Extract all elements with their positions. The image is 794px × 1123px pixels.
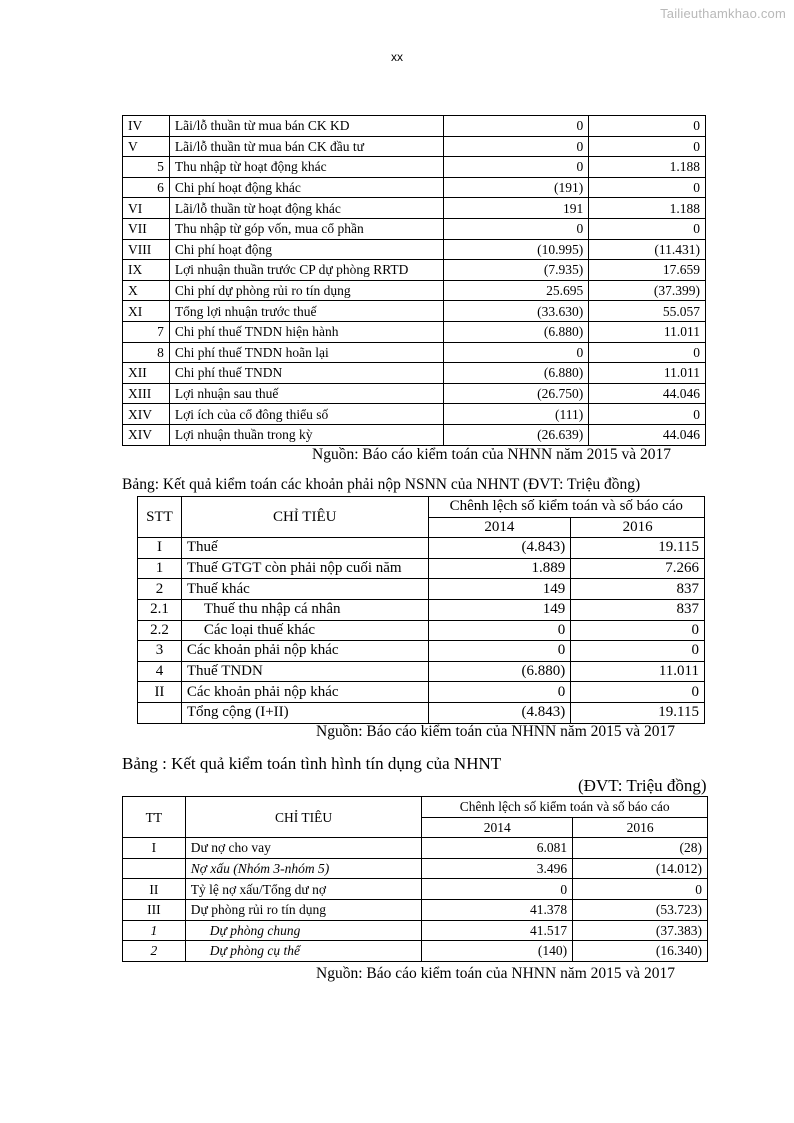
row-stt: 5 <box>123 157 170 178</box>
table-row <box>138 558 705 579</box>
row-stt: XIII <box>123 383 170 404</box>
value-2016: 0 <box>571 641 705 662</box>
header-diff: Chênh lệch số kiểm toán và số báo cáo <box>422 797 708 818</box>
table-row <box>123 363 706 384</box>
table-row <box>138 661 705 682</box>
value-2014: 1.889 <box>428 558 571 579</box>
value-2014: (4.843) <box>428 538 571 559</box>
value-2016: 44.046 <box>589 383 706 404</box>
value-2014: 0 <box>422 879 573 900</box>
table2-source: Nguồn: Báo cáo kiểm toán của NHNN năm 2015 và 2017 <box>316 723 676 740</box>
table-row <box>123 198 706 219</box>
value-2016: 0 <box>589 136 706 157</box>
row-stt: 2 <box>138 579 182 600</box>
value-2014: (33.630) <box>443 301 589 322</box>
income-table <box>122 115 706 446</box>
watermark: Tailieuthamkhao.com <box>660 6 786 21</box>
row-stt: 7 <box>123 321 170 342</box>
table-row <box>123 136 706 157</box>
row-stt: 2.2 <box>138 620 182 641</box>
row-stt: X <box>123 280 170 301</box>
row-stt <box>123 858 186 879</box>
table-row <box>138 579 705 600</box>
value-2016: 19.115 <box>571 538 705 559</box>
value-2014: (10.995) <box>443 239 589 260</box>
row-stt: I <box>123 838 186 859</box>
value-2016: 44.046 <box>589 424 706 445</box>
row-label: Tổng lợi nhuận trước thuế <box>169 301 443 322</box>
value-2016: (37.399) <box>589 280 706 301</box>
value-2016: 11.011 <box>571 661 705 682</box>
row-stt: VI <box>123 198 170 219</box>
row-label: Chi phí hoạt động khác <box>169 177 443 198</box>
value-2016: (53.723) <box>573 899 708 920</box>
row-stt: 4 <box>138 661 182 682</box>
row-stt: III <box>123 899 186 920</box>
row-stt: V <box>123 136 170 157</box>
table-row <box>123 424 706 445</box>
table-row <box>123 383 706 404</box>
row-label: Các loại thuế khác <box>181 620 428 641</box>
header-stt: TT <box>123 797 186 838</box>
row-label: Thuế TNDN <box>181 661 428 682</box>
value-2014: 0 <box>443 218 589 239</box>
value-2014: (6.880) <box>443 363 589 384</box>
table-row <box>138 538 705 559</box>
value-2016: 0 <box>571 620 705 641</box>
header-2016: 2016 <box>571 517 705 538</box>
header-row <box>123 797 708 818</box>
table-row <box>123 838 708 859</box>
value-2016: 1.188 <box>589 157 706 178</box>
table-row <box>123 920 708 941</box>
row-stt: 6 <box>123 177 170 198</box>
value-2016: 11.011 <box>589 363 706 384</box>
row-stt: IX <box>123 260 170 281</box>
value-2014: 0 <box>428 620 571 641</box>
table-row <box>123 218 706 239</box>
header-row <box>138 497 705 518</box>
table-row <box>138 641 705 662</box>
row-stt: VII <box>123 218 170 239</box>
row-stt: 2.1 <box>138 599 182 620</box>
row-label: Tỷ lệ nợ xấu/Tổng dư nợ <box>185 879 422 900</box>
table2-caption: Bảng: Kết quả kiểm toán các khoản phải nộp NSNN của NHNT (ĐVT: Triệu đồng) <box>122 476 641 493</box>
row-label: Dự phòng rủi ro tín dụng <box>185 899 422 920</box>
row-label: Dư nợ cho vay <box>185 838 422 859</box>
row-label: Thu nhập từ góp vốn, mua cổ phần <box>169 218 443 239</box>
value-2016: 7.266 <box>571 558 705 579</box>
row-label: Chi phí dự phòng rủi ro tín dụng <box>169 280 443 301</box>
header-2014: 2014 <box>422 817 573 838</box>
row-stt: XIV <box>123 424 170 445</box>
table-row <box>138 620 705 641</box>
table-row <box>123 404 706 425</box>
value-2016: 11.011 <box>589 321 706 342</box>
row-label: Lãi/lỗ thuần từ hoạt động khác <box>169 198 443 219</box>
value-2014: 149 <box>428 599 571 620</box>
table-row <box>138 702 705 723</box>
value-2014: 41.378 <box>422 899 573 920</box>
value-2014: 6.081 <box>422 838 573 859</box>
row-label: Tổng cộng (I+II) <box>181 702 428 723</box>
row-label: Nợ xấu (Nhóm 3-nhóm 5) <box>185 858 422 879</box>
page-number: xx <box>391 50 403 64</box>
value-2016: 0 <box>589 177 706 198</box>
row-stt: XII <box>123 363 170 384</box>
value-2014: (191) <box>443 177 589 198</box>
row-stt: II <box>138 682 182 703</box>
row-label: Thuế thu nhập cá nhân <box>181 599 428 620</box>
table-row <box>123 116 706 137</box>
value-2016: (16.340) <box>573 941 708 962</box>
value-2014: 149 <box>428 579 571 600</box>
value-2014: 191 <box>443 198 589 219</box>
table-row <box>138 599 705 620</box>
header-2016: 2016 <box>573 817 708 838</box>
row-stt <box>138 702 182 723</box>
row-label: Chi phí hoạt động <box>169 239 443 260</box>
table-row <box>123 879 708 900</box>
row-label: Chi phí thuế TNDN hiện hành <box>169 321 443 342</box>
table-row <box>123 177 706 198</box>
tax-payable-table <box>137 496 705 724</box>
value-2014: (26.750) <box>443 383 589 404</box>
row-label: Dự phòng cụ thể <box>185 941 422 962</box>
value-2016: 19.115 <box>571 702 705 723</box>
value-2016: 0 <box>589 116 706 137</box>
row-stt: 1 <box>123 920 186 941</box>
header-criteria: CHỈ TIÊU <box>185 797 422 838</box>
row-stt: 8 <box>123 342 170 363</box>
header-diff: Chênh lệch số kiểm toán và số báo cáo <box>428 497 704 518</box>
value-2016: (11.431) <box>589 239 706 260</box>
table-row <box>123 941 708 962</box>
table3-source: Nguồn: Báo cáo kiểm toán của NHNN năm 2015 và 2017 <box>316 965 676 982</box>
table3-caption: Bảng : Kết quả kiểm toán tình hình tín dụng của NHNT <box>122 754 502 773</box>
value-2014: (4.843) <box>428 702 571 723</box>
row-stt: II <box>123 879 186 900</box>
value-2014: (7.935) <box>443 260 589 281</box>
table-row <box>138 682 705 703</box>
row-label: Thuế GTGT còn phải nộp cuối năm <box>181 558 428 579</box>
row-label: Lợi ích của cổ đông thiểu số <box>169 404 443 425</box>
row-label: Thu nhập từ hoạt động khác <box>169 157 443 178</box>
table3-unit: (ĐVT: Triệu đồng) <box>578 776 707 795</box>
value-2014: 0 <box>443 136 589 157</box>
value-2016: 0 <box>589 342 706 363</box>
row-label: Lợi nhuận sau thuế <box>169 383 443 404</box>
table-row <box>123 239 706 260</box>
header-stt: STT <box>138 497 182 538</box>
value-2014: (111) <box>443 404 589 425</box>
value-2016: 0 <box>573 879 708 900</box>
credit-table <box>122 796 708 962</box>
row-label: Dự phòng chung <box>185 920 422 941</box>
row-stt: 1 <box>138 558 182 579</box>
value-2014: 3.496 <box>422 858 573 879</box>
header-2014: 2014 <box>428 517 571 538</box>
table-row <box>123 260 706 281</box>
value-2016: (14.012) <box>573 858 708 879</box>
row-label: Chi phí thuế TNDN <box>169 363 443 384</box>
table-row <box>123 858 708 879</box>
value-2014: 0 <box>443 342 589 363</box>
row-label: Lợi nhuận thuần trước CP dự phòng RRTD <box>169 260 443 281</box>
row-stt: VIII <box>123 239 170 260</box>
value-2014: 0 <box>443 157 589 178</box>
value-2014: 41.517 <box>422 920 573 941</box>
value-2014: (6.880) <box>443 321 589 342</box>
value-2016: (28) <box>573 838 708 859</box>
value-2016: 0 <box>589 404 706 425</box>
value-2016: 55.057 <box>589 301 706 322</box>
value-2016: 0 <box>571 682 705 703</box>
table-row <box>123 321 706 342</box>
value-2016: 837 <box>571 599 705 620</box>
row-stt: XIV <box>123 404 170 425</box>
row-label: Thuế <box>181 538 428 559</box>
value-2014: (140) <box>422 941 573 962</box>
table-row <box>123 899 708 920</box>
value-2014: 25.695 <box>443 280 589 301</box>
table-row <box>123 301 706 322</box>
row-stt: 3 <box>138 641 182 662</box>
value-2016: 17.659 <box>589 260 706 281</box>
row-label: Chi phí thuế TNDN hoãn lại <box>169 342 443 363</box>
header-criteria: CHỈ TIÊU <box>181 497 428 538</box>
table-row <box>123 280 706 301</box>
row-label: Các khoản phải nộp khác <box>181 682 428 703</box>
row-stt: IV <box>123 116 170 137</box>
row-stt: I <box>138 538 182 559</box>
value-2016: 0 <box>589 218 706 239</box>
value-2014: (6.880) <box>428 661 571 682</box>
value-2014: (26.639) <box>443 424 589 445</box>
value-2014: 0 <box>428 641 571 662</box>
row-label: Lãi/lỗ thuần từ mua bán CK đầu tư <box>169 136 443 157</box>
row-stt: XI <box>123 301 170 322</box>
row-label: Lợi nhuận thuần trong kỳ <box>169 424 443 445</box>
row-stt: 2 <box>123 941 186 962</box>
row-label: Lãi/lỗ thuần từ mua bán CK KD <box>169 116 443 137</box>
table-row <box>123 157 706 178</box>
table-row <box>123 342 706 363</box>
table1-source: Nguồn: Báo cáo kiểm toán của NHNN năm 2015 và 2017 <box>312 446 672 463</box>
row-label: Các khoản phải nộp khác <box>181 641 428 662</box>
row-label: Thuế khác <box>181 579 428 600</box>
value-2014: 0 <box>428 682 571 703</box>
value-2014: 0 <box>443 116 589 137</box>
value-2016: (37.383) <box>573 920 708 941</box>
value-2016: 837 <box>571 579 705 600</box>
value-2016: 1.188 <box>589 198 706 219</box>
